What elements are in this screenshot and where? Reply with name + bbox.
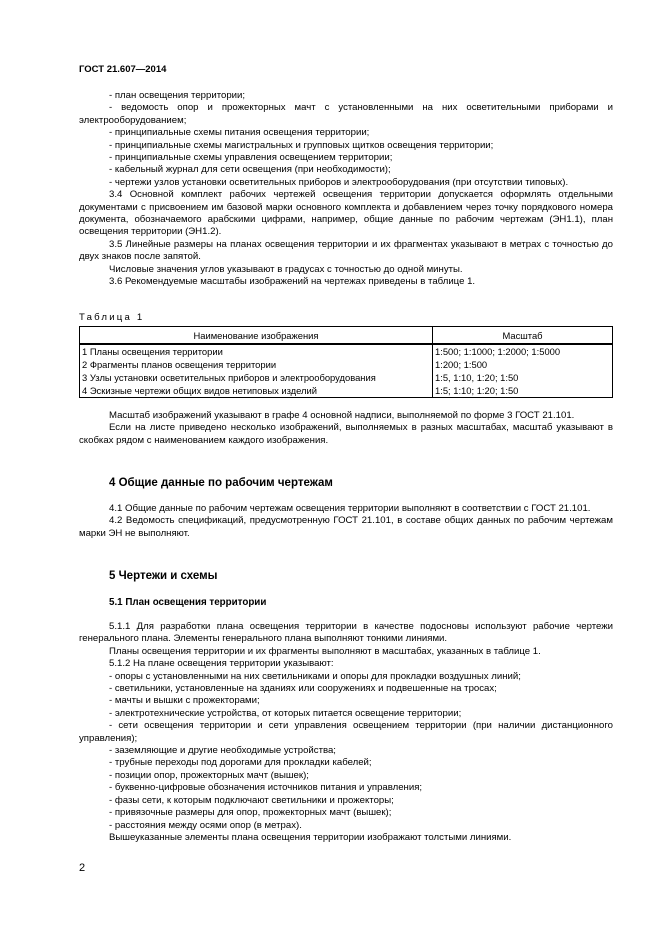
- table-row: [80, 384, 613, 398]
- list-item: - расстояния между осями опор (в метрах).: [109, 819, 302, 831]
- list-item: - фазы сети, к которым подключают светильники и прожекторы;: [109, 794, 394, 806]
- paragraph-5-1-2: 5.1.2 На плане освещения территории указывают:: [109, 658, 334, 670]
- scale-table: [79, 326, 613, 398]
- list-item: - светильники, установленные на зданиях или сооружениях и подвешенные на тросах;: [109, 683, 497, 695]
- table-caption: Таблица 1: [79, 312, 145, 323]
- section-4-title: 4 Общие данные по рабочим чертежам: [109, 477, 333, 489]
- list-item: - ведомость опор и прожекторных мачт с установленными на них осветительными приборами и электрооборудованием;: [79, 102, 613, 126]
- paragraph-scale-note: Масштаб изображений указывают в графе 4 основной надписи, выполняемой по форме 3 ГОСТ 21.101.: [109, 410, 575, 421]
- paragraph-closing: Вышеуказанные элементы плана освещения территории изображают толстыми линиями.: [109, 831, 512, 843]
- paragraph-4-1: 4.1 Общие данные по рабочим чертежам освещения территории выполняют в соответствии с ГОСТ 21.101.: [109, 503, 591, 514]
- page-number: 2: [79, 862, 86, 874]
- list-item: - буквенно-цифровые обозначения источников питания и управления;: [109, 782, 423, 794]
- section-5-body: [79, 621, 613, 844]
- table-row: [80, 344, 613, 358]
- paragraph-scale-note: Если на листе приведено несколько изображений, выполняемых в разных масштабах, масштаб указывают в скобках рядом с наименованием каждого изображения.: [79, 422, 613, 446]
- table-row: [80, 358, 613, 371]
- document-header-code: ГОСТ 21.607—2014: [79, 64, 167, 75]
- drawing-list: [79, 90, 613, 289]
- list-item: - привязочные размеры для опор, прожекторных мачт (вышек);: [109, 807, 392, 819]
- table-cell: 1:500; 1:1000; 1:2000; 1:5000: [433, 344, 613, 358]
- table-header-scale: Масштаб: [433, 327, 613, 345]
- subsection-5-1-title: 5.1 План освещения территории: [109, 597, 267, 608]
- paragraph-angles: Числовые значения углов указывают в градусах с точностью до одной минуты.: [109, 263, 463, 275]
- table-row: [80, 371, 613, 384]
- list-item: - позиции опор, прожекторных мачт (вышек);: [109, 769, 309, 781]
- list-item: - сети освещения территории и сети управления освещением территории (при наличии дистанционного управления);: [79, 720, 613, 744]
- list-item: - чертежи узлов установки осветительных приборов и электрооборудования (при отсутствии типовых).: [109, 176, 569, 188]
- list-item: - принципиальные схемы управления освещением территории;: [109, 152, 393, 164]
- list-item: - электротехнические устройства, от которых питается освещение территории;: [109, 707, 462, 719]
- list-item: - трубные переходы под дорогами для прокладки кабелей;: [109, 757, 372, 769]
- paragraph-3-4: 3.4 Основной комплект рабочих чертежей освещения территории допускается оформлять отдельными документами с присвоением им базовой марки основного комплекта и добавлением через точку порядкового номера документа, обозначаемого арабскими цифрами, например, общие данные по рабочим чертежам (ЭН1.1), план освещения территории (ЭН1.2).: [79, 189, 613, 238]
- paragraph-3-5: 3.5 Линейные размеры на планах освещения территории и их фрагментах указывают в метрах с точностью до двух знаков после запятой.: [79, 238, 613, 263]
- paragraph-5-1-1: 5.1.1 Для разработки плана освещения территории в качестве подосновы используют рабочие чертежи генерального плана. Элементы генерального плана выполняют тонкими линиями.: [79, 621, 613, 645]
- list-item: - заземляющие и другие необходимые устройства;: [109, 745, 336, 757]
- paragraph-4-2: 4.2 Ведомость спецификаций, предусмотренную ГОСТ 21.101, в составе общих данных по рабочим чертежам марки ЭН не выполняют.: [79, 515, 613, 539]
- section-4-body: [79, 503, 613, 540]
- table-header-name: Наименование изображения: [80, 327, 433, 345]
- table-cell: 2 Фрагменты планов освещения территории: [80, 358, 433, 371]
- table-cell: 1:5; 1:10; 1:20; 1:50: [433, 384, 613, 398]
- section-5-title: 5 Чертежи и схемы: [109, 570, 218, 582]
- paragraph-scales: Планы освещения территории и их фрагменты выполняют в масштабах, указанных в таблице 1.: [109, 645, 541, 657]
- paragraph-3-6: 3.6 Рекомендуемые масштабы изображений на чертежах приведены в таблице 1.: [109, 276, 476, 288]
- list-item: - принципиальные схемы питания освещения территории;: [109, 127, 370, 139]
- list-item: - план освещения территории;: [109, 90, 246, 101]
- list-item: - опоры с установленными на них светильниками и опоры для прокладки воздушных линий;: [109, 670, 521, 682]
- table-cell: 1:200; 1:500: [433, 358, 613, 371]
- list-item: - кабельный журнал для сети освещения (при необходимости);: [109, 164, 391, 176]
- list-item: - принципиальные схемы магистральных и групповых щитков освещения территории;: [109, 139, 494, 151]
- table-cell: 1 Планы освещения территории: [80, 344, 433, 358]
- scale-notes: [79, 410, 613, 447]
- list-item: - мачты и вышки с прожекторами;: [109, 695, 260, 707]
- table-cell: 4 Эскизные чертежи общих видов нетиповых изделий: [80, 384, 433, 398]
- table-cell: 3 Узлы установки осветительных приборов и электрооборудования: [80, 371, 433, 384]
- table-cell: 1:5, 1:10, 1:20; 1:50: [433, 371, 613, 384]
